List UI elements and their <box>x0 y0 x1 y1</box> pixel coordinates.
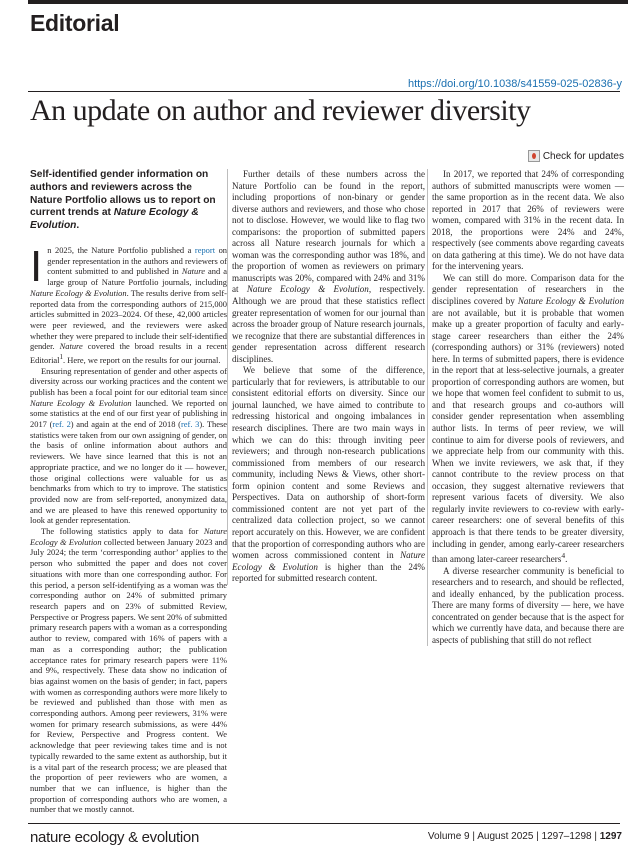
section-label: Editorial <box>30 10 120 36</box>
column-3 <box>427 169 624 646</box>
body-paragraph-5: We believe that some of the difference, particularly that for reviewers, is attributable to our consistent editorial efforts on diversity. Since our journal launched, we have aimed to contribute to redressing historical and ongoing imbalances in research disciplines. There are two main ways in which we can do this: through inviting peer reviewers; and through non-research publications commissioned from members of our research community, including News & Views, other short-form opinion content and some Reviews and Perspectives. Data on authorship of short-form commissioned content are not yet part of the centralized data collection project, so we cannot report accurately on this. However, we are confident that the proportion of corresponding authors who are women across commissioned content in Nature Ecology & Evolution is higher than the 24% reported for submitted research content. <box>232 365 425 584</box>
footer-rule <box>28 823 620 824</box>
body-paragraph-7: We can still do more. Comparison data for the gender representation of researchers in the disciplines covered by Nature Ecology & Evolution are not available, but it is probable that women make up a greater proportion of faculty and early-stage career researchers than either the 24% (corresponding authors) or 31% (reviewers) noted here. In terms of submitted papers, there is evidence in the report that at less-selective journals, a greater proportion of corresponding authors are women, but we hope that women feel confident to submit to us, and that research groups and co-authors will consider gender representation when assembling author lists. In terms of peer review, we will continue to aim for diverse pools of reviewers, and we appreciate help from our community with this. When we invite reviewers, we ask that, if they cannot contribute to the review process on that occasion, they suggest alternative reviewers that represent various facets of diversity. We also regularly invite reviewers to co-review with early-career researchers: one of several benefits of this approach is that there tends to be greater diversity, including in gender, among early-career researchers than among later-career researchers$^4$. <box>432 272 624 565</box>
report-link[interactable]: report <box>194 244 216 255</box>
column-1 <box>30 169 227 815</box>
section-rule <box>28 0 628 4</box>
check-for-updates-label: Check for updates <box>542 150 624 162</box>
page-info: Volume 9 | August 2025 | 1297–1298 | 1297 <box>427 831 622 842</box>
drop-cap: I <box>30 241 43 291</box>
ref-3-link[interactable]: ref. 3 <box>180 419 200 430</box>
page-number: 1297 <box>599 831 622 842</box>
ref-2-link[interactable]: ref. 2 <box>52 419 71 430</box>
title-rule <box>28 91 620 92</box>
body-paragraph-6: In 2017, we reported that 24% of corresponding authors of submitted manuscripts were women — the same proportion as in the recent data. We also reported in 2017 that 26% of reviewers were women, compared with 31% in the recent data. In 2018, the proportions were 24% and 24%, respectively (see comments above regarding caveats on data gathering at this time). We do not have data for the intervening years. <box>432 169 624 272</box>
body-paragraph-3: The following statistics apply to data for Nature Ecology & Evolution collected between January 2023 and July 2024; the term ‘corresponding author’ applies to the person who submitted the paper and does not cover situations with more than one corresponding author. For this period, a person self-identifying as a woman was the corresponding author on 24% of submitted primary research papers and on 23% of submitted Review, Perspective or Progress papers. We sent 20% of submitted primary research papers with a woman as a corresponding author to review, compared with 16% of papers with a man as a corresponding author; the publication acceptance rates for primary research papers were 11% and 9%, respectively. These data show no indication of bias against women on the basis of gender; in fact, papers with women as corresponding authors were more likely to be reviewed and published than those with men as corresponding authors. Among peer reviewers, 31% were women for primary research submissions, as were 44% for Review, Perspective and Progress content. We acknowledge that peer reviewing takes time and is not typically rewarded to the same extent as authorship, but it is a vital part of the research process; we are pleased that the proportion of peer reviewers who are women, a number that we can influence, is higher than the proportion of corresponding authors who are women, a number that we mostly cannot. <box>30 526 227 815</box>
body-paragraph-4: Further details of these numbers across the Nature Portfolio can be found in the report, including proportions of non-binary or gender diverse authors and reviewers, and those who chose not to disclose. However, we would like to flag two comparisons: the proportion of submitted papers across all Nature research journals for which a woman was the corresponding author was 18%, and the proportion of women as reviewers on primary manuscripts was 20%, compared with 24% and 31% at Nature Ecology & Evolution, respectively. Although we are proud that these statistics reflect greater representation of women for our journal than across the broader group of Nature research journals, we recognize that there are substantial differences in gender representation across different research disciplines. <box>232 169 425 364</box>
body-paragraph-1: I n 2025, the Nature Portfolio published a report on gender representation in the authors and reviewers of content submitted to and published in Nature and a large group of Nature Portfolio journals, including Nature Ecology & Evolution. The results derive from self-reported data from the corresponding authors of 215,000 articles submitted in 2023–2024. Of these, 42,000 articles were peer reviewed, and the reviewers were asked whether they were prepared to include their self-identified gender. Nature covered the broad results in a recent Editorial$^1$. Here, we report on the results for our journal. <box>30 241 228 365</box>
column-2 <box>227 169 425 585</box>
article-title: An update on author and reviewer diversity <box>30 94 531 127</box>
crossmark-icon <box>528 150 540 162</box>
body-paragraph-2: Ensuring representation of gender and other aspects of diversity across our working practices and the content we publish has been a focal point for our editorial team since Nature Ecology & Evolution launched. We reported on some statistics at the end of our first year of publishing in 2017 (ref. 2) and again at the end of 2018 (ref. 3). These statistics were taken from our own assigning of gender, on the basis of online information about authors and reviewers. We have since learned that this is not an appropriate practice, and we no longer do it — however, those original collections were valuable for us as benchmarks from which to try to improve. The statistics provided now are from self-reported, anonymized data, and we are pleased to have this renewed opportunity to look at gender representation. <box>30 365 227 526</box>
check-for-updates-button[interactable] <box>528 150 624 162</box>
journal-name: nature ecology & evolution <box>30 829 199 846</box>
body-paragraph-8: A diverse researcher community is beneficial to researchers and to research, and should be reflected, and ideally enhanced, by the publication process. There are many forms of diversity — here, we have concentrated on gender because that is the aspect for which we currently have data, and because there are aspects of publishing that still do not reflect <box>432 565 624 645</box>
standfirst: Self-identified gender information on authors and reviewers across the Nature Portfolio allows us to report on current trends at Nature Ecology & Evolution. <box>30 169 216 232</box>
doi-link[interactable]: https://doi.org/10.1038/s41559-025-02836-y <box>407 78 622 90</box>
